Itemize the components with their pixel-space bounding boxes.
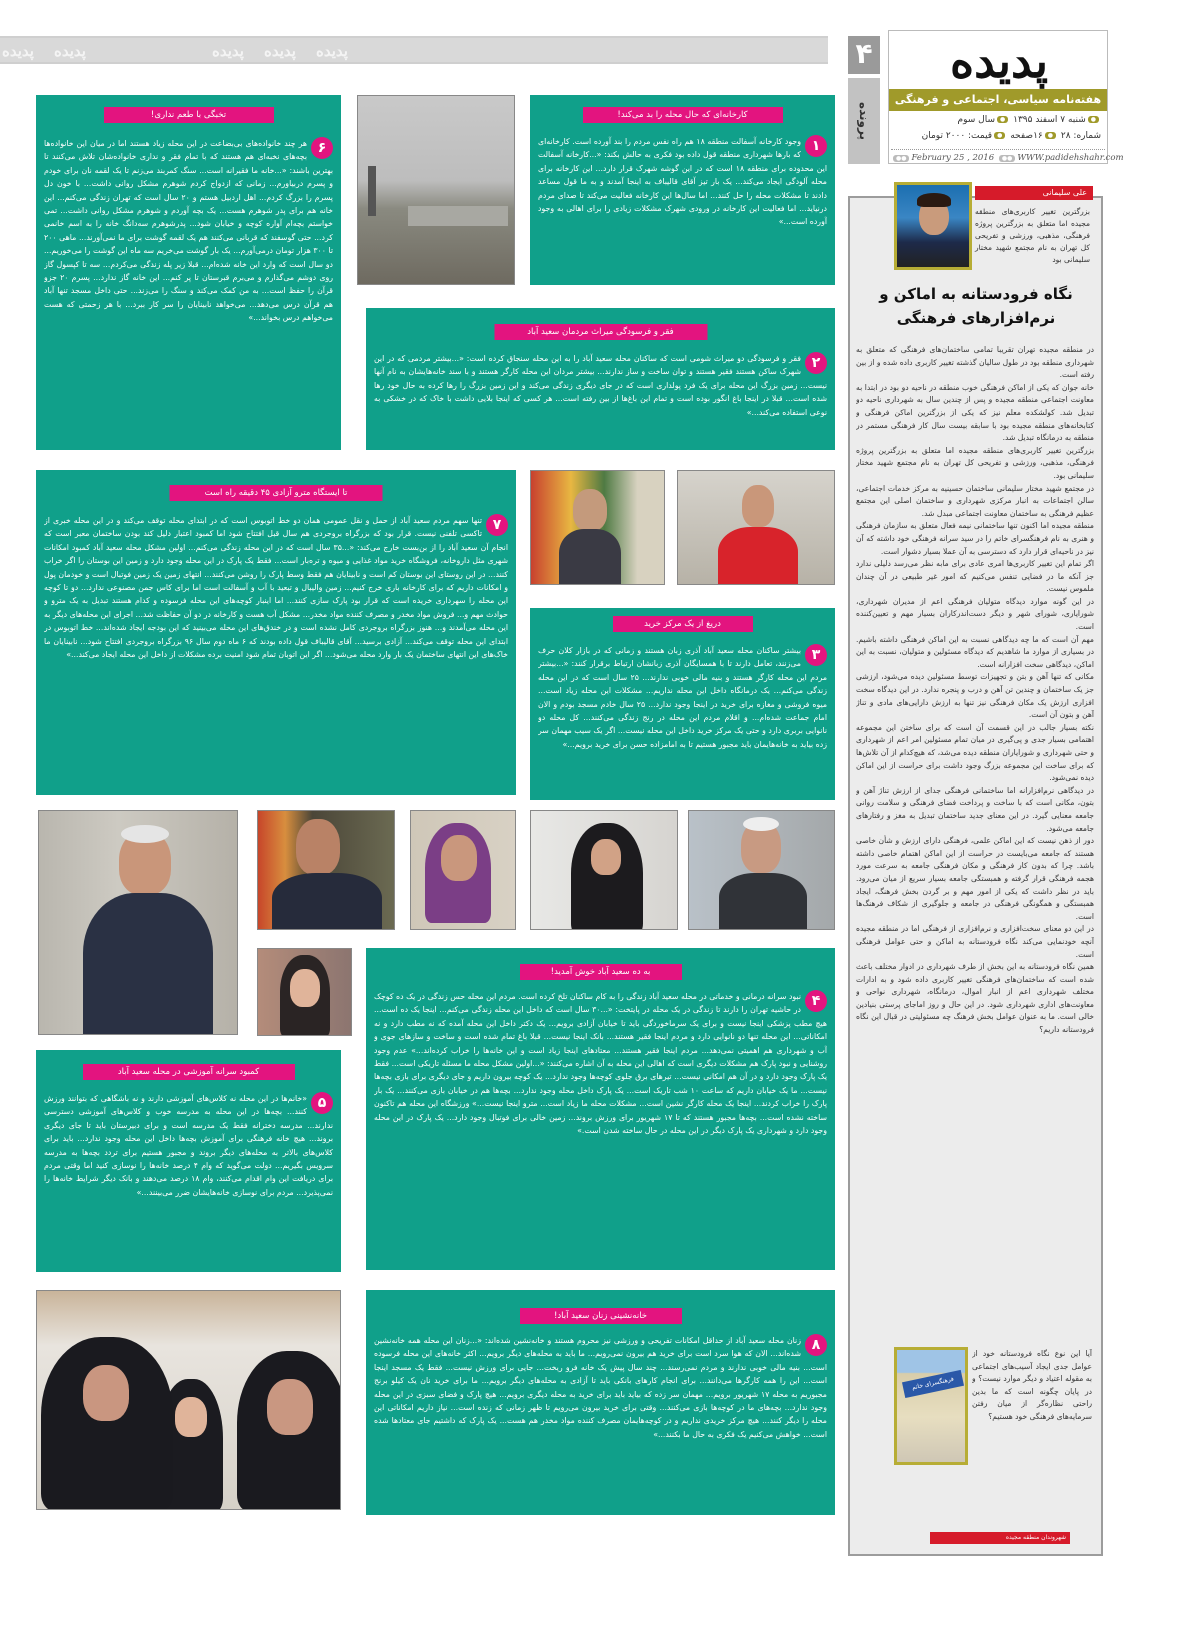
issue-pages: ۱۶صفحه [1010, 131, 1043, 141]
article-heading: کارخانه‌ای که حال محله را بد می‌کند! [583, 107, 783, 123]
cultural-center-photo [894, 1347, 968, 1465]
article-body [374, 990, 827, 1265]
bullet-chip: ● [1045, 132, 1056, 139]
article-heading: فقر و فرسودگی میراث مردمان سعید آباد [494, 324, 707, 340]
article-box [366, 308, 835, 450]
mustache-man-photo [257, 810, 395, 930]
article-text: تنها سهم مردم سعید آباد از حمل و نقل عمومی همان دو خط اتوبوس است که در ابتدای محله توقف می‌کند و در این محله خبری از تاکسی تلفنی نیست. قرار بود که بزرگراه بروجردی هم سال قبل افتتاح شود اما کمبود اعتبار دلیل کند بودن ساختمان معبر است که انجام آن سعید آباد را از بن‌بست خارج می‌کند: «...۳۵ سال است که در این محله زندگی می‌کنم... اولین مشکل محله سعید آباد کمبود امکانات شهری مثل داروخانه، فروشگاه خرید مواد غذایی و میوه و تره‌بار است... فقط یک پارک در این محله وجود دارد و زمین این بوستان را اگر خراب کنند... در این روستای این بوستان کم است و نابینایان هم فقط وسط پارک را روشن می‌کنند... انتهای زمین یک زمین فوتبال است و خودمان پول و امکانات داریم که برای کارخانه باری خرج کنیم... زمین والیبال و تبعید با آب و آسفالت است اما برای کاس جمن مصنوعی ندارد... دو تا کوچه این محله را سهرداری خریده است که قرار بود پارک سازی کنند... اما اینبار کوچه‌های این محله فرسوده و کدام هستند تبدیل به یک مترو و حوادث مهم و... فروش مواد مخدر و مصرف کننده مواد مخدر... مشکل آب هست و کارخانه در دو آن حفاظت شد... اجرای این محله‌های دیگر به این محله می‌آمدند و... هنوز بزرگراه بروجردی کامل نشده است و در خندق‌های این محله می‌بینید که این بودجه ایجاد شده‌اند... خط اتوبوس در ابتدای این محله توقف می‌کند... آزادی برسید... آقای قالیباف قول داده بودند که ۶ ماه دوم سال ۹۶ بزرگراه بروجردی افتتاح شود... نابینایان ما خاک‌های این انتهای ساختمان یک بار وارد محله می‌شود... اگر این اتوبان تمام شود امنیت برده مشکلات از داخل این محله ایجاد می‌کند...» [44, 516, 508, 660]
editorial-closing: آیا این نوع نگاه فرودستانه خود از عوامل جدی ایجاد آسیب‌های اجتماعی به مقوله اعتیاد و دیگر موارد نیست؟ و در پایان چگونه است که ما بدین راحتی نظاره‌گر از میان رفتن سرمایه‌های فرهنگی خود هستیم؟ [972, 1349, 1092, 1421]
newspaper-logo: پدیده [950, 34, 1048, 88]
shopkeeper-photo [530, 470, 665, 585]
paragraph: در مجتمع شهید مختار سلیمانی ساختمان حسینیه به مرکز خدمات اجتماعی، سالن اجتماعات به انبار مرکزی شهرداری و ساختمان اصلی این مجتمع عظیم فرهنگی به ساختمان معاونت اجتماعی مبدل شد. [856, 483, 1094, 518]
watermark-logo: پدیده [212, 42, 244, 60]
article-heading: تا ایستگاه مترو آزادی ۴۵ دقیقه راه است [170, 485, 383, 501]
paragraph: در منطقه مجیده تهران تقریبا تمامی ساختمان‌های فرهنگی که متعلق به شهرداری منطقه بود در طول سالیان گذشته تغییر کاربری داده شده و از بین رفته است. [856, 345, 1094, 380]
article-body [44, 137, 333, 442]
three-women-photo [36, 1290, 341, 1510]
issue-day: شنبه ۷ اسفند ۱۳۹۵ [1013, 115, 1086, 125]
article-number: ۷ [486, 514, 508, 536]
article-number: ۸ [805, 1334, 827, 1356]
article-body [374, 1334, 827, 1510]
author-bio: بزرگترین تغییر کاربری‌های منطقه مجیده اما متعلق به بزرگترین پروژه فرهنگی، مذهبی، ورزشی و تفریحی کل تهران به نام مجتمع شهید مختار سلیمانی بود [975, 207, 1090, 264]
paragraph: خانه جوان که یکی از اماکن فرهنگی خوب منطقه در ناحیه دو بود در ابتدا به معاونت اجتماعی منطقه مجیده و پس از چندین سال به شهرداری ناحیه دو تبدیل شد. کولشکده معلم نیز که یکی از بزرگترین اماکن فرهنگی و کتابخانه‌های منطقه مجیده بود با سابقه بیست سال کار فرهنگی مستمر در منطقه به درمانگاه تبدیل شد. [856, 382, 1094, 443]
article-heading: تخبگی با طعم نداری! [104, 107, 274, 123]
paragraph: دور از ذهن نیست که این اماکن علمی، فرهنگی دارای ارزش و شأن خاصی هستند که جامعه می‌بایست در حراست از این اماکن اهتمام خاصی داشته باشد. چرا که بدون کار فرهنگی و مکان فرهنگی جامعه به سرعت مورد هجمه فرهنگی قرار گرفته و همبستگی جامعه بسیار سریع از میان می‌رود. باید در نظر داشت که یکی از امور مهم و بر گردن بخش فرهنگ، ایجاد همبستگی و همگونگی فرهنگی در جامعه و جلوگیری از شکاف فرهنگ‌ها است. [856, 836, 1094, 921]
young-woman-photo [257, 948, 352, 1036]
bullet-chip: ● [1088, 116, 1099, 123]
article-number: ۳ [805, 644, 827, 666]
editorial-title: نگاه فرودستانه به اماکن و نرم‌افزارهای فرهنگی [879, 285, 1073, 327]
paragraph: بزرگترین تغییر کاربری‌های منطقه مجیده اما متعلق به بزرگترین پروژه فرهنگی، مذهبی، ورزشی و تفریحی کل تهران به نام مجتمع شهید مختار سلیمانی بود. [856, 445, 1094, 480]
article-box [36, 95, 341, 450]
paragraph: در این دو معنای سخت‌افزاری و نرم‌افزاری از فرهنگی اما در منطقه مجیده آنچه خودنمایی می‌کند نگاه فرودستانه به اماکن و حتی عوامل فرهنگی است. [856, 924, 1094, 959]
bullet-chip: ●● [999, 155, 1015, 162]
article-box [36, 1050, 341, 1272]
paragraph: در این گونه موارد دیدگاه متولیان فرهنگی اعم از مدیران شهرداری، شورایاری، شورای شهر و دیگر دست‌اندرکاران بسیار مهم و تعیین‌کننده است. [856, 596, 1094, 632]
article-box [366, 1290, 835, 1515]
article-text: زنان محله سعید آباد از حداقل امکانات تفریحی و ورزشی نیز محروم هستند و خانه‌نشین شده‌اند: «...زنان این محله همه خانه‌نشین شده‌اند... الان که هوا سرد است برای خرید هم بیرون نمی‌رویم... ما باید به محله‌های دیگر برویم... اکثر خانه‌های این محله فرسوده است... بنیه مالی خوبی ندارند و مردم نمی‌رسند... چند سال پیش یک خانه فرو ریخت... جایی برای ورزش نیست... فقط یک مسجد اینجا است... این را همه کارگرها می‌دانند... برای انجام کارهای بانکی باید تا آزادی به محله‌های دیگر برویم... ما برای خرید نان یک کیلو برنج مجبوریم به محله ۱۷ شهریور برویم... مهمان سر زده که بیاید باید برای خرید به محله دیگری برویم... هیچ پارک و فضای سبزی در این محله وجود ندارد... بچه‌های ما در کوچه‌ها بازی می‌کنند... وقتی برای خرید بیرون می‌رویم تا ظهر زمانی که زنده است... نیاز داریم امکاناتی این محله را دیگر کنند... هیچ مرکز خریدی نداریم و در کوچه‌هایمان مصرف کننده مواد مخدر هم هست... یک پارک که داشتیم جای معتادها شده است... خواهش می‌کنیم یک فکری به حال ما بکنند...» [374, 1336, 827, 1439]
article-number: ۶ [311, 137, 333, 159]
issue-year: سال سوم [957, 115, 995, 125]
author-photo [894, 182, 972, 270]
watermark-logo: پدیده [54, 42, 86, 60]
article-box [530, 608, 835, 800]
issue-number: شماره: ۲۸ [1060, 131, 1101, 141]
elderly-man-photo [688, 810, 835, 930]
issue-info-line [922, 131, 1101, 141]
article-text: بیشتر ساکنان محله سعید آباد آذری زبان هستند و زمانی که در بازار کلان حرف می‌زنند، تعامل دارند تا با همسایگان آذری زبانشان ارتباط برقرار کنند: «...بیشتر مردم این محله کارگر هستند و بنیه مالی خوبی ندارند... ۲۵ سال است که در این محله زندگی می‌کنم... یک درمانگاه داخل این محله نداریم... مشکلات این محله زیاد است... میوه فروشی و مغازه برای خرید در اینجا وجود ندارد... ۲۵ سال خادم مسجد بودم و الان امام جماعت شده‌ام... و اقلام مردم این محله در رنج زندگی می‌کنند... کل محله دو نانوایی بربری دارد و حتی یک مرکز خرید داخل این محله نیست... اگر یک سیب مهمان سر زده بیاید به خانه‌هایمان باید مجبور هستیم تا به امامزاده حسن برای خرید برویم...» [538, 646, 827, 749]
photo-sign: فرهنگسرای خاتم [902, 1370, 964, 1398]
article-body [538, 644, 827, 794]
woman-purple-scarf-photo [410, 810, 516, 930]
article-box [36, 470, 516, 795]
paragraph: مکانی که تنها آهن و بتن و تجهیزات توسط مسئولین دیده می‌شود، ارزشی جز یک ساختمان و چندین تن آهن و درب و پنجره ندارد. در این دیدگاه سخت افزاری ارزش یک مکان فرهنگی نیز تنها به ارزش دارایی‌های مادی و تناژ آهن و بتون آن است. [856, 672, 1094, 720]
article-number: ۲ [805, 352, 827, 374]
article-text: وجود کارخانه آسفالت منطقه ۱۸ هم راه نفس مردم را بند آورده است. کارخانه‌ای که بارها شهرداری منطقه قول داده بود فکری به حالش بکند: «...کارخانه آسفالت این محدوده برای منطقه ۱۸ است که در این گوشه شهرک قرار دارد... این کارخانه برای محله آلودگی ایجاد می‌کند... یک بار تیز آقای قالیباف به اینجا آمدند و به ما قول مساعد دادند تا مشکلات محله را حل کنند... اما سال‌ها این کارخانه فعالیت می‌کند تا صدای مردم درنیاید... اما فعالیت این کارخانه در ورودی شهرک مشکلات زیادی را برای اهالی به وجود آورده است...» [538, 137, 827, 227]
article-text: هر چند خانواده‌های بی‌بضاعت در این محله زیاد هستند اما در میان این خانواده‌ها بچه‌های نخبه‌ای هم هستند که با تمام فقر و نداری خانواده‌شان تلاش می‌کنند تا بهترین باشند: «...خانه ما فقیرانه است... سنگ کمربند می‌زنم تا یک لقمه نان برای خودم و پسرم دربیاورم... زمانی که ازدواج کردم شوهرم مشکل روانی داشت... با خون دل پسرم را بزرگ کردم... اهل اردبیل هستم و ۲۰ سال است که تهران زندگی می‌کنم... این خانه هم برای پدر شوهرم هست... یک بچه آوردم و شوهرم مشکل روانی داشت... تمی خواستم بچه‌ام آواره کوچه و خیابان شود... پدرشوهرم سه‌دانگ خانه را به اسم خانمی کرد... حتی گوسفند که قربانی می‌کنند هم یک لقمه گوشت برای ما نمی‌آورند... ماهی ۲۰۰ تا ۳۰۰ هزار تومان درمی‌آورم... یک بار گوشت می‌خریم سه ماه این گوشت را می‌خوریم... دو سال است که وارد این خانه شده‌ام... قبلا زیر پله زندگی می‌کردم... سه تا کپسول گاز روی دوشم می‌گذارم و می‌برم قبرستان تا پر کنم... این خانه گاز ندارد... پسرم ۲۰ جزو قرآن را حفظ است... به من کمک می‌کند و سنگ را می‌زند... حتی داخل مسجد تنها آباد هم قرآن درس می‌دهد... می‌خواهد نابینایان را سر کار ببرد... با هر زحمتی که هست می‌خواهم درس بخواند...» [44, 139, 333, 323]
paragraph: اگر تمام این تغییر کاربری‌ها امری عادی برای مابه نظر می‌رسد دلیلی ندارد جز آنکه ما در فضایی تنفس می‌کنیم که امور غیر طبیعی در آن چندان ملموس نیست. [856, 559, 1094, 594]
top-watermark-strip [0, 36, 828, 64]
editorial-body [856, 344, 1094, 1344]
masthead [888, 30, 1124, 164]
article-body [44, 1092, 333, 1268]
paragraph: مهم آن است که ما چه دیدگاهی نسبت به این اماکن فرهنگی داشته باشیم. در بسیاری از موارد ما شاهدیم که دیدگاه مسئولین و متولیان، نسبت به این اماکن، دیدگاهی سخت افزارانه است. [856, 634, 1094, 669]
article-text: فقر و فرسودگی دو میراث شومی است که ساکنان محله سعید آباد را به این محله سنجاق کرده است: «...بیشتر مردمی که در این شهرک ساکن هستند فقیر هستند و توان ساخت و ساز ندارند... بیشتر مردان این محله کارگر هستند و با سند خانه‌هایشان به نام آنها نیست... زمین بزرگ این محله برای یک فرد پولداری است که در جای دیگری زندگی می‌کند و این زمین بزرگ را رها کرده به حال خود رها شده است... قبلا در اینجا باغ انگور بوده است و تمام این باغ‌ها از بین رفته است... هر کسی که اینجا بلایی داشت با خاک که در خشکی به نوعی استفاده می‌کند...» [374, 354, 827, 417]
article-number: ۱ [805, 135, 827, 157]
article-box [366, 948, 835, 1270]
bullet-chip: ● [994, 132, 1005, 139]
section-label: پرونده [848, 78, 880, 164]
watermark-logo: پدیده [316, 42, 348, 60]
paragraph: منطقه مجیده اما اکنون تنها ساختمانی نیمه فعال متعلق به سازمان فرهنگی و هنری به نام فرهنگسرای خاتم را در سید سرانه فرهنگی خود داشته که آن نیز در ناحیه‌ای قرار دارد که دسترسی به آن عملا بسیار دشوار است. [856, 521, 1094, 556]
paragraph: در دیدگاهی نرم‌افزارانه اما ساختمانی فرهنگی جدای از ارزش تناژ آهن و بتون، مکانی است که با ساخت و پرداخت فضای فرهنگی و سلامت روانی جامعه معنایی گیرد. در این معنای جدید ساختمان تبدیل به مغز و رفتارهای جامعه می‌شود. [856, 785, 1094, 833]
tagline: هفته‌نامه سیاسی، اجتماعی و فرهنگی [889, 89, 1107, 111]
article-heading: به ده سعید آباد خوش آمدید! [520, 964, 682, 980]
author-name: علی سلیمانی [975, 186, 1093, 200]
website-link[interactable]: WWW.padidehshahr.com [1017, 153, 1124, 163]
article-number: ۵ [311, 1092, 333, 1114]
column-footer: شهروندان منطقه مجیده [930, 1532, 1070, 1544]
article-text: نبود سرانه درمانی و خدماتی در محله سعید آباد زندگی را به کام ساکنان تلخ کرده است. مردم این محله حس زندگی در یک ده کوچک در حاشیه تهران را دارند تا زندگی در یک محله در پایتخت: «...۳۰ سال است که داخل این محله زندگی می‌کنم... اینجا یک ده است... هیچ مطب پزشکی اینجا نیست و برای یک سرماخوردگی باید تا خیابان آزادی برویم... یک دکتر داخل این محله آمده که نه مطب دارد و نه امکاناتی... این محله تنها دو نانوایی دارد و مردم اینجا فقیر هستند... بانک اینجا نیست... قبلا باغ تمام شده است و ساخت و سازهای جوی و آب و شهرداری هم اهمیتی نمی‌دهد... مردم اینجا فقیر هستند... معتادهای اینجا زیاد است و این خانه‌ها را خراب کرده‌اند...» عدم وجود روشنایی و نبود پارک هم مشکلات دیگری است که اهالی این محله به آن اشاره می‌کنند: «...اولین مشکل محله ما مسئله تاریکی است... فقط یک پارک وجود دارد و در آن هم امکانی نیست... تیرهای برق جلوی کوچه‌ها وجود ندارد... یک کوچه بیرون داریم و جای دیگری برای بازی بچه‌ها نیست... ما یک خیابان داریم که ساعت ۱۰ شب تاریک است... یک پارک داخل محله وجود ندارد... بچه‌ها هم در خیابان بازی می‌کنند... یک بار پارک را خراب کردند... اینجا یک محله کارگر نشین است... مشکلات محله ما زیاد است... مترو اینجا نیست...» ورزشگاه این محله هم تاکنون ساخته نشده است... بچه‌ها مجبور هستند که تا ۱۷ شهریور برای ورزش بروند... زمین خالی برای فوتبال وجود دارد... یک پارک در این محله وجود دارد و شهرداری یک پارک دیگر در این محله در حال ساخته شدن است.» [374, 992, 827, 1136]
bullet-chip: ● [997, 116, 1008, 123]
page-number: ۴ [848, 36, 880, 74]
article-body [374, 352, 827, 447]
article-body [538, 135, 827, 280]
article-box [530, 95, 835, 285]
woman-chador-photo [530, 810, 678, 930]
article-text: «خانم‌ها در این محله نه کلاس‌های آموزشی دارند و نه باشگاهی که بتوانند ورزش کنند... بچه‌ها در این محله به مدرسه خوب و کلاس‌های آموزشی دسترسی ندارند... مدرسه دخترانه فقط یک مدرسه است و برای دبیرستان باید تا جای دیگری بروند... هیچ خانه فرهنگی برای آموزش بچه‌ها داخل این محله وجود ندارد... باید برای کلاس‌های بالاتر به محله‌های دیگر بروند و مجبور هستیم برای تردد بچه‌ها به مدرسه سرویس بگیریم... دولت می‌گوید که وام ۴ درصد خانه‌ها را نوسازی کنید اما وقتی مردم برای دریافت این وام اقدام می‌کنند، وام ۱۸ درصد می‌دهند و بانک دیگر شرایط خانه‌ها را نمی‌پذیرد... مردم برای نوسازی خانه‌هایشان ضرر می‌بینند...» [44, 1094, 333, 1197]
article-body [44, 514, 508, 790]
english-date-line [891, 149, 1124, 163]
old-man-photo [38, 810, 238, 1035]
watermark-logo: پدیده [264, 42, 296, 60]
paragraph: همین نگاه فرودستانه به این بخش از طرف شهرداری در ادوار مختلف باعث شده است که ساختمان‌های فرهنگی تغییر کاربری داده شود و به ادارات مختلف شهرداری اعم از انبار اموال، درمانگاه، شهرداری نواحی و معاونت‌های اداری شهرداری شود. در این حال و روز اماجای پرستی بنیادین خالی است. ما به عنوان عوامل بخش فرهنگ چه مسئولیتی در قبال این نگاه فرودستانه داریم؟ [856, 962, 1094, 1035]
bullet-chip: ●● [893, 155, 909, 162]
article-heading: دریغ از یک مرکز خرید [613, 616, 753, 632]
english-date: February 25 , 2016 [911, 153, 995, 163]
article-heading: خانه‌نشینی زنان سعید آباد! [520, 1308, 682, 1324]
article-heading: کمبود سرانه آموزشی در محله سعید آباد [83, 1064, 295, 1080]
watermark-logo: پدیده [2, 42, 34, 60]
issue-price: قیمت: ۲۰۰۰ تومان [921, 131, 993, 141]
paragraph: نکته بسیار جالب در این قسمت آن است که برای ساختن این مجموعه اهتمامی بسیار جدی و پی‌گیری در میان تمام مسئولین امر اعم از شهرداری و حتی شهرداری و شورایاران منطقه دیده می‌شد، که هیچ‌کدام از آن تلاش‌ها که برای ساخت این مجموعه بزرگ وجود داشت برای حراست از این اماکن دیده نمی‌شود. [856, 722, 1094, 783]
issue-date-line [958, 115, 1101, 125]
man-red-jacket-photo [677, 470, 835, 585]
field-photo [357, 95, 515, 285]
article-number: ۴ [805, 990, 827, 1012]
